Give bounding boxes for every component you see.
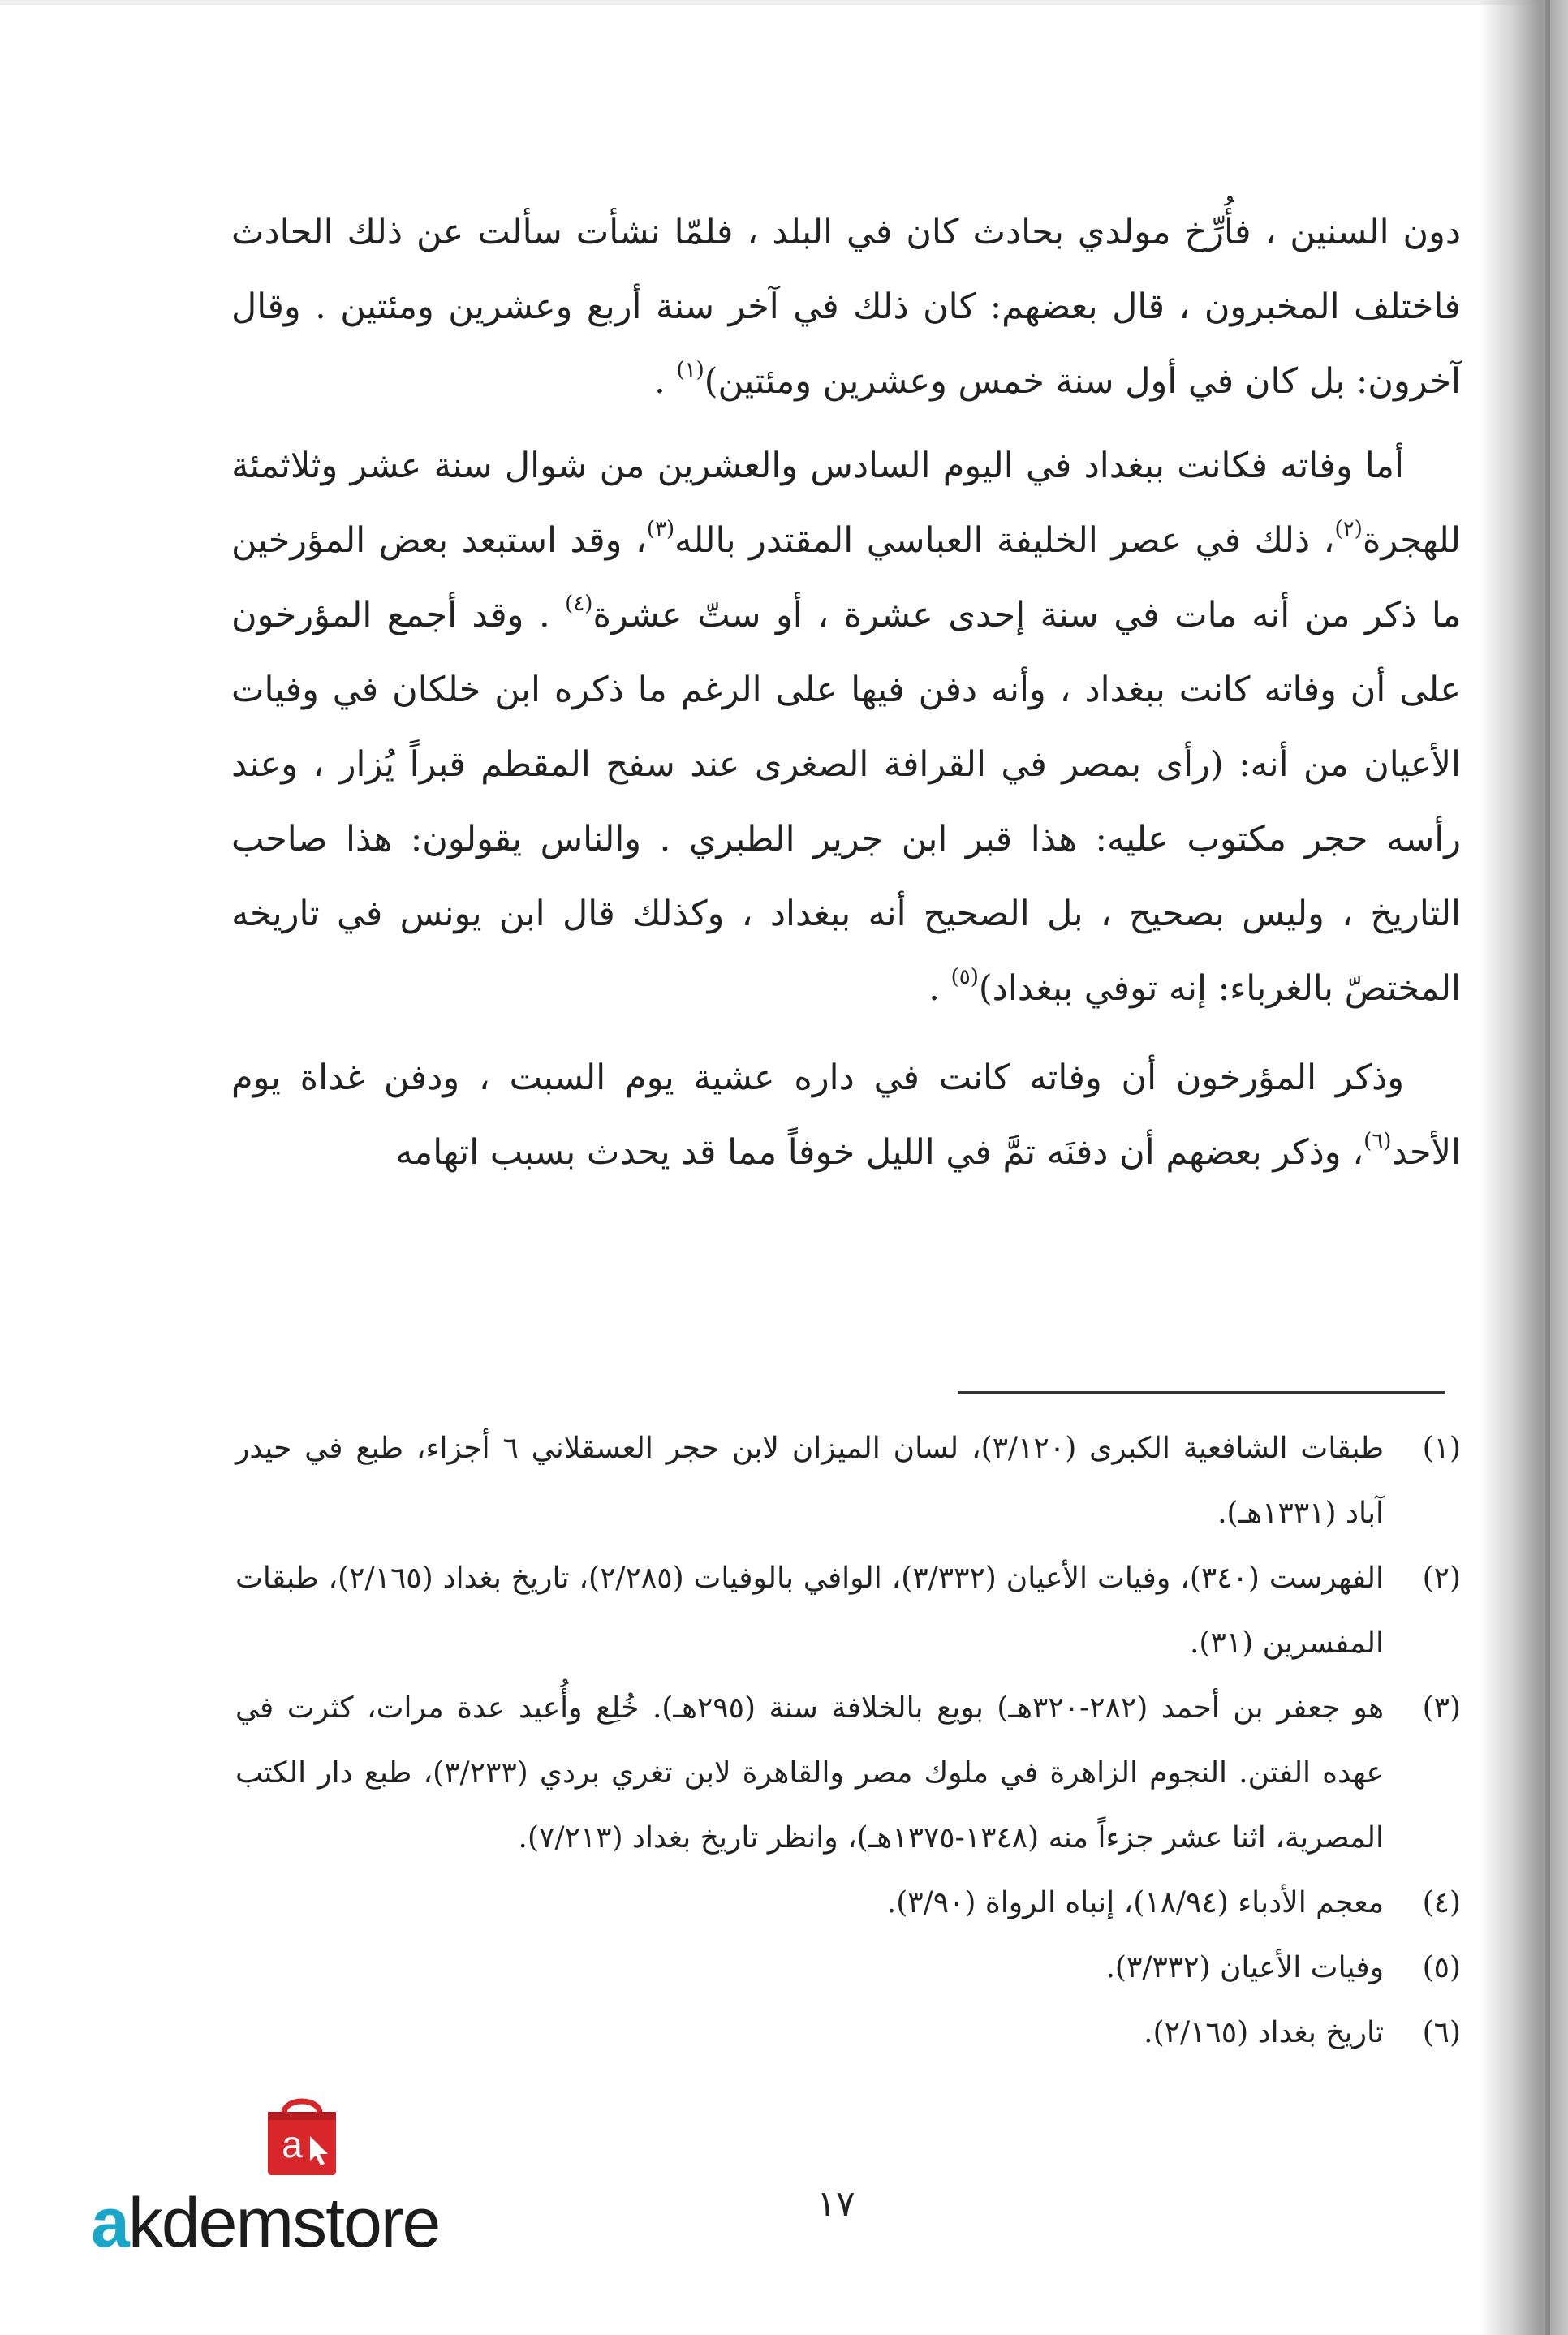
- footnote-marker-3[interactable]: (٣): [646, 517, 675, 541]
- page-top-edge: [0, 0, 1568, 5]
- footnote-item: [235, 1416, 1461, 1546]
- footnote-number: (٣): [1422, 1691, 1461, 1725]
- footnote-text: تاريخ بغداد (٢/١٦٥).: [1144, 2016, 1384, 2049]
- footnote-marker-6[interactable]: (٦): [1363, 1129, 1392, 1153]
- footnote-item: [235, 1871, 1461, 1936]
- footnote-marker-2[interactable]: (٢): [1334, 517, 1363, 541]
- body-text: [231, 195, 1461, 1204]
- book-spine-shadow: [1479, 0, 1568, 2335]
- shopping-bag-icon: [253, 2086, 351, 2183]
- footnotes: [235, 1416, 1461, 2066]
- footnote-separator: [958, 1391, 1445, 1394]
- paragraph-birth: دون السنين ، فأُرِّخ مولدي بحادث كان في البلد ، فلمّا نشأت سألت عن ذلك الحادث فاختلف المخبرون ، قال بعضهم: كان ذلك في آخر سنة أربع وعشرين ومئتين . وقال آخرون: بل كان في أول سنة خمس وعشرين ومئتين)$^{(١)}$ .: [231, 212, 1461, 402]
- paragraph-death: أما وفاته فكانت ببغداد في اليوم السادس والعشرين من شوال سنة عشر وثلاثمئة للهجرة$^{(٢)}$، ذلك في عصر الخليفة العباسي المقتدر بالله$^{(٣)}$، وقد استبعد بعض المؤرخين ما ذكر من أنه مات في سنة إحدى عشرة ، أو ستّ عشرة$^{(٤)}$ . وقد أجمع المؤرخون على أن وفاته كانت ببغداد ، وأنه دفن فيها على الرغم ما ذكره ابن خلكان في وفيات الأعيان من أنه: (رأى بمصر في القرافة الصغرى عند سفح المقطم قبراً يُزار ، وعند رأسه حجر مكتوب عليه: هذا قبر ابن جرير الطبري . والناس يقولون: هذا صاحب التاريخ ، وليس بصحيح ، بل الصحيح أنه ببغداد ، وكذلك قال ابن يونس في تاريخه المختصّ بالغرباء: إنه توفي ببغداد)$^{(٥)}$ .: [231, 446, 1461, 1009]
- paragraph-burial: وذكر المؤرخون أن وفاته كانت في داره عشية يوم السبت ، ودفن غداة يوم الأحد$^{(٦)}$، وذكر بعضهم أن دفنَه تمَّ في الليل خوفاً مما قد يحدث بسبب اتهامه: [231, 1058, 1461, 1173]
- footnote-text: الفهرست (٣٤٠)، وفيات الأعيان (٣/٣٣٢)، الوافي بالوفيات (٢/٢٨٥)، تاريخ بغداد (٢/١٦٥)، طبقات المفسرين (٣١).: [235, 1562, 1385, 1660]
- footnote-text: هو جعفر بن أحمد (٢٨٢-٣٢٠هـ) بويع بالخلافة سنة (٢٩٥هـ). خُلِع وأُعيد عدة مرات، كثرت في عهده الفتن. النجوم الزاهرة في ملوك مصر والقاهرة لابن تغري بردي (٣/٢٣٣)، طبع دار الكتب المصرية، اثنا عشر جزءاً منه (١٣٤٨-١٣٧٥هـ)، وانظر تاريخ بغداد (٧/٢١٣).: [235, 1691, 1385, 1855]
- footnote-marker-5[interactable]: (٥): [950, 965, 979, 989]
- footnote-number: (٥): [1422, 1951, 1461, 1984]
- footnote-marker-4[interactable]: (٤): [565, 592, 593, 616]
- footnote-text: معجم الأدباء (١٨/٩٤)، إنباه الرواة (٣/٩٠).: [886, 1886, 1384, 1919]
- footnote-marker-1[interactable]: (١): [676, 358, 704, 382]
- store-watermark-logo: [91, 2086, 513, 2262]
- footnote-number: (٦): [1422, 2016, 1461, 2049]
- footnote-item: [235, 1546, 1461, 1676]
- footnote-number: (٢): [1422, 1562, 1461, 1595]
- store-brand-text: akdemstore: [91, 2184, 440, 2262]
- footnote-number: (١): [1422, 1432, 1461, 1465]
- footnote-text: وفيات الأعيان (٣/٣٣٢).: [1105, 1951, 1384, 1984]
- footnote-number: (٤): [1422, 1886, 1461, 1919]
- bag-letter: a: [282, 2123, 303, 2165]
- footnote-item: [235, 1676, 1461, 1871]
- footnote-item: [235, 1936, 1461, 2001]
- book-spine-edge: [1545, 0, 1550, 2335]
- page-number: ١٧: [816, 2183, 855, 2225]
- footnote-item: [235, 2001, 1461, 2066]
- footnote-text: طبقات الشافعية الكبرى (٣/١٢٠)، لسان الميزان لابن حجر العسقلاني ٦ أجزاء، طبع في حيدر آباد (١٣٣١هـ).: [235, 1432, 1385, 1530]
